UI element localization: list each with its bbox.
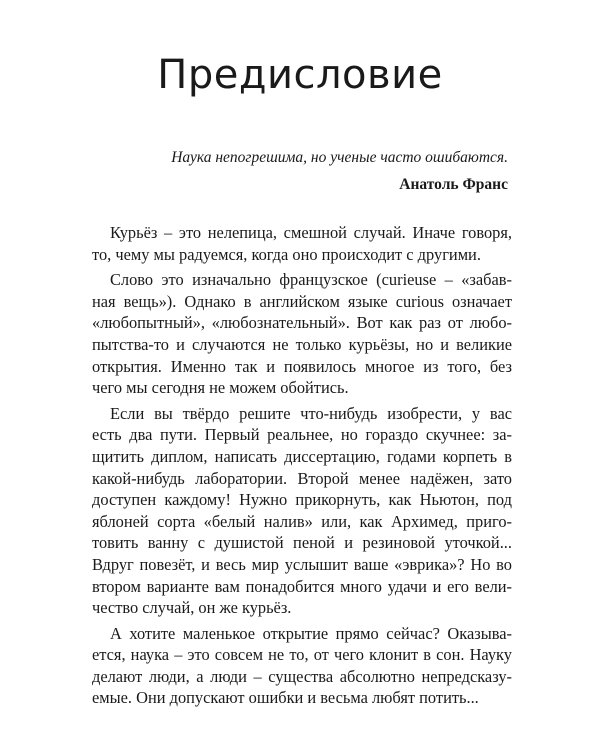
- text-line: открытия. Именно так и появилось многое из того, без: [92, 356, 512, 376]
- text-line: яблоней сорта «белый налив» или, как Архимед, приго-: [92, 511, 512, 531]
- paragraph-4: [92, 623, 512, 709]
- text-line: товить ванну с душистой пеной и резиновой уточкой...: [92, 533, 512, 553]
- paragraph-2: [92, 269, 512, 399]
- text-line: есть два пути. Первый реальнее, но гораздо скучнее: за-: [92, 425, 512, 445]
- text-line: делают люди, а люди – существа абсолютно непредсказу-: [92, 666, 512, 686]
- page-title: Предисловие: [157, 52, 443, 98]
- text-line: Курьёз – это нелепица, смешной случай. Иначе говоря,: [110, 223, 512, 242]
- text-line: чего мы сегодня не можем обойтись.: [92, 378, 349, 398]
- text-line: чество случай, он же курьёз.: [92, 598, 292, 618]
- text-line: Если вы твёрдо решите что-нибудь изобрести, у вас: [110, 403, 512, 423]
- text-line: Вдруг повезёт, и весь мир услышит ваше «эврика»? Но во: [92, 554, 512, 574]
- text-line: Слово это изначально французское (curieuse – «забав-: [110, 270, 512, 290]
- text-line: пытства-то и случаются не только курьёзы, но и великие: [92, 334, 512, 354]
- body-text: [92, 222, 512, 713]
- text-line: доступен каждому! Нужно прикорнуть, как Ньютон, под: [92, 490, 512, 510]
- text-line: то, чему мы радуемся, когда оно происходит с другими.: [92, 244, 481, 264]
- text-line: втором варианте вам понадобится много удачи и его вели-: [92, 576, 512, 596]
- text-line: щитить диплом, написать диссертацию, годами корпеть в: [92, 446, 512, 466]
- text-line: А хотите маленькое открытие прямо сейчас? Оказыва-: [110, 623, 512, 643]
- text-line: емые. Они допускают ошибки и весьма любят потить...: [92, 688, 479, 708]
- epigraph: [88, 147, 508, 196]
- text-line: ется, наука – это совсем не то, от чего клонит в сон. Науку: [92, 645, 512, 665]
- epigraph-quote: Наука непогрешима, но ученые часто ошибаются.: [171, 149, 508, 166]
- paragraph-3: [92, 403, 512, 619]
- paragraph-1: [92, 222, 512, 265]
- text-line: какой-нибудь лаборатории. Второй менее надёжен, зато: [92, 468, 512, 488]
- text-line: ная вещь»). Однако в английском языке curious означает: [92, 291, 512, 311]
- text-line: «любопытный», «любознательный». Вот как раз от любо-: [92, 313, 512, 333]
- epigraph-author: Анатоль Франс: [399, 176, 508, 193]
